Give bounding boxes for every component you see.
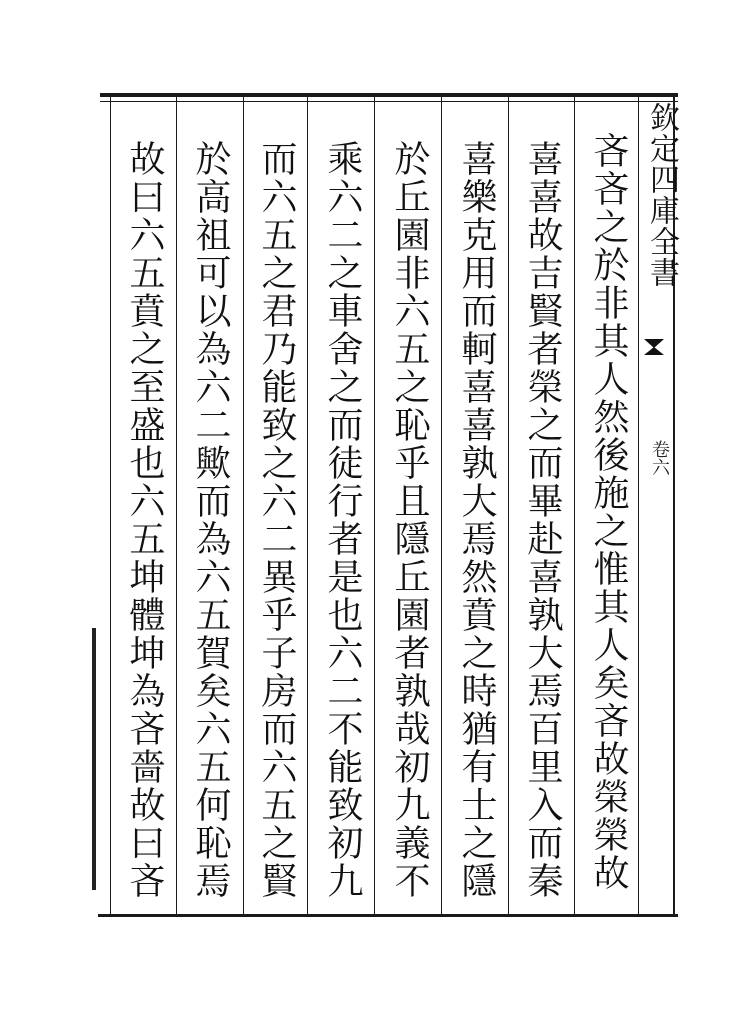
- text-column-4: 於丘園非六五之恥乎且隱丘園者孰哉初九義不: [389, 140, 430, 900]
- column-rule: [638, 97, 639, 915]
- scan-mark: [92, 628, 96, 890]
- top-border: [100, 93, 678, 97]
- text-column-2: 喜喜故吉賢者榮之而畢赴喜孰大焉百里入而秦: [522, 140, 563, 900]
- fish-tail-mark-icon: [642, 336, 666, 358]
- margin-juan-number: 卷六: [649, 440, 670, 476]
- column-rule: [176, 97, 177, 915]
- column-rule: [307, 97, 308, 915]
- top-border-inner: [100, 101, 678, 102]
- text-column-7: 於高祖可以為六二歟而為六五賀矣六五何恥焉: [190, 140, 231, 900]
- text-column-5: 乘六二之車舍之而徒行者是也六二不能致初九: [322, 140, 363, 900]
- column-rule: [243, 97, 244, 915]
- bottom-border: [98, 914, 678, 917]
- column-rule: [508, 97, 509, 915]
- column-rule: [110, 97, 111, 915]
- column-rule: [374, 97, 375, 915]
- column-rule: [574, 97, 575, 915]
- text-column-6: 而六五之君乃能致之六二異乎子房而六五之賢: [256, 140, 297, 900]
- text-column-1: 吝吝之於非其人然後施之惟其人矣吝故榮榮故: [588, 132, 629, 892]
- text-column-8: 故曰六五賁之至盛也六五坤體坤為吝嗇故曰吝: [124, 140, 165, 900]
- text-column-3: 喜樂克用而軻喜喜孰大焉然賁之時猶有士之隱: [456, 140, 497, 900]
- margin-book-title: 欽定四庫全書: [644, 102, 679, 288]
- column-rule: [441, 97, 442, 915]
